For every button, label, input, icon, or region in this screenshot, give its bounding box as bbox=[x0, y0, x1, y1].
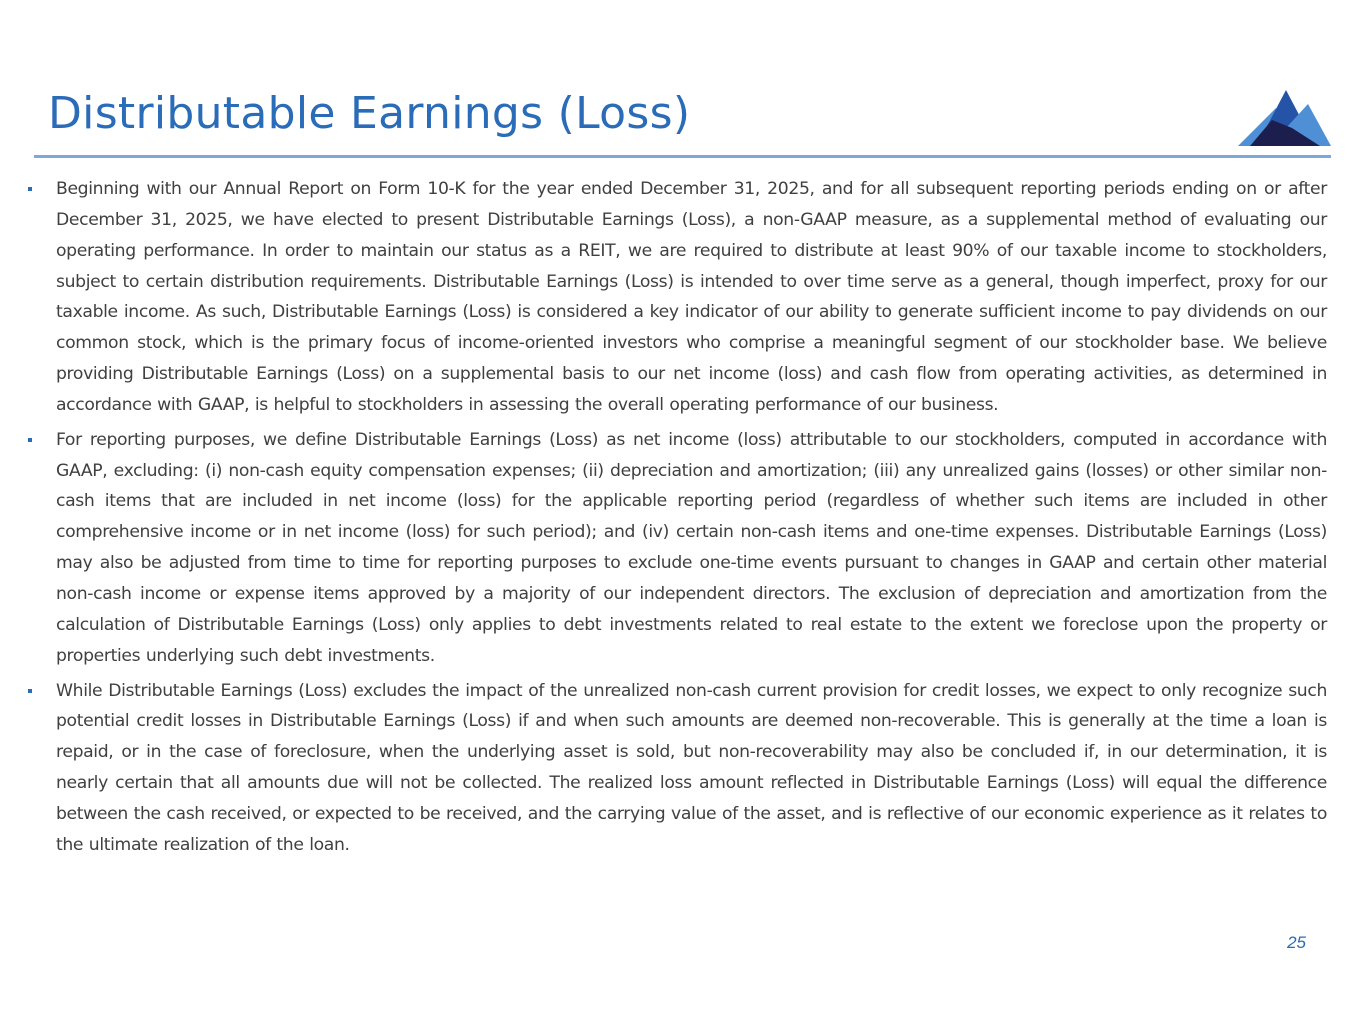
mountain-logo-icon bbox=[1236, 88, 1332, 148]
title-divider bbox=[34, 155, 1331, 158]
bullet-list bbox=[28, 174, 1327, 865]
bullet-item-credit-losses bbox=[28, 676, 1327, 861]
bullet-text: Beginning with our Annual Report on Form 10-K for the year ended December 31, 2025, and for all subsequent reporting periods ending on or after December 31, 2025, we have elected to present Distributable Earnings (Loss), a non-GAAP measure, as a supplemental method of evaluating our operating performance. In order to maintain our status as a REIT, we are required to distribute at least 90% of our taxable income to stockholders, subject to certain distribution requirements. Distributable Earnings (Loss) is intended to over time serve as a general, though imperfect, proxy for our taxable income. As such, Distributable Earnings (Loss) is considered a key indicator of our ability to generate sufficient income to pay dividends on our common stock, which is the primary focus of income-oriented investors who comprise a meaningful segment of our stockholder base. We believe providing Distributable Earnings (Loss) on a supplemental basis to our net income (loss) and cash flow from operating activities, as determined in accordance with GAAP, is helpful to stockholders in assessing the overall operating performance of our business. bbox=[56, 179, 1327, 415]
bullet-text: While Distributable Earnings (Loss) excludes the impact of the unrealized non-cash current provision for credit losses, we expect to only recognize such potential credit losses in Distributable Earnings (Loss) if and when such amounts are deemed non-recoverable. This is generally at the time a loan is repaid, or in the case of foreclosure, when the underlying asset is sold, but non-recoverability may also be concluded if, in our determination, it is nearly certain that all amounts due will not be collected. The realized loss amount reflected in Distributable Earnings (Loss) will equal the difference between the cash received, or expected to be received, and the carrying value of the asset, and is reflective of our economic experience as it relates to the ultimate realization of the loan. bbox=[56, 680, 1327, 855]
bullet-item-elected-presentation bbox=[28, 174, 1327, 421]
bullet-square-icon bbox=[28, 689, 32, 693]
slide-title: Distributable Earnings (Loss) bbox=[48, 88, 691, 139]
bullet-square-icon bbox=[28, 438, 32, 442]
bullet-item-definition bbox=[28, 425, 1327, 672]
bullet-square-icon bbox=[28, 187, 32, 191]
page-number: 25 bbox=[1287, 933, 1306, 952]
bullet-text: For reporting purposes, we define Distributable Earnings (Loss) as net income (loss) attributable to our stockholders, computed in accordance with GAAP, excluding: (i) non-cash equity compensation expenses; (ii) depreciation and amortization; (iii) any unrealized gains (losses) or other similar non-cash items that are included in net income (loss) for the applicable reporting period (regardless of whether such items are included in other comprehensive income or in net income (loss) for such period); and (iv) certain non-cash items and one-time expenses. Distributable Earnings (Loss) may also be adjusted from time to time for reporting purposes to exclude one-time events pursuant to changes in GAAP and certain other material non-cash income or expense items approved by a majority of our independent directors. The exclusion of depreciation and amortization from the calculation of Distributable Earnings (Loss) only applies to debt investments related to real estate to the extent we foreclose upon the property or properties underlying such debt investments. bbox=[56, 429, 1327, 666]
